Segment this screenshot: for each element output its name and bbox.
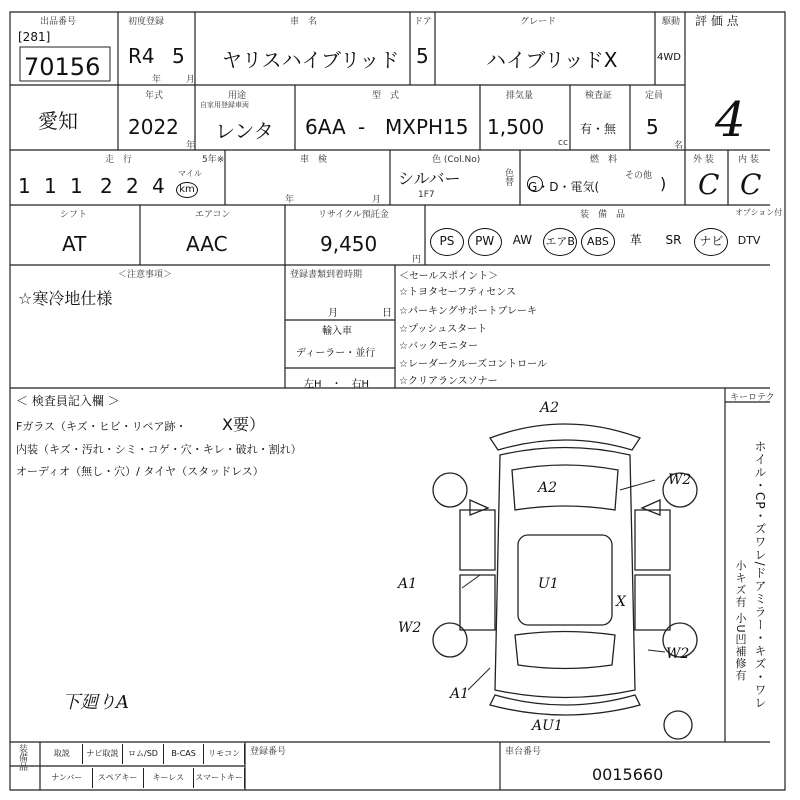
shift-label: シフト bbox=[60, 210, 88, 220]
sales-label: ＜セールスポイント＞ bbox=[399, 271, 499, 282]
mark-label: W2 bbox=[398, 620, 422, 636]
displacement: 1,500 bbox=[487, 115, 545, 139]
first-reg-year: R4 bbox=[128, 44, 155, 68]
grade: ハイブリッドX bbox=[486, 48, 618, 72]
equipment-item: PW bbox=[468, 228, 502, 256]
reg-month: 月 bbox=[328, 308, 338, 319]
ac-label: エアコン bbox=[195, 210, 231, 220]
mileage-unit: km bbox=[176, 182, 198, 198]
recycle: 9,450 bbox=[320, 232, 378, 256]
chassis-number: 0015660 bbox=[592, 765, 664, 784]
footer-item: B-CAS bbox=[164, 744, 205, 764]
sales-point: ☆バックモニター bbox=[399, 341, 478, 352]
region: 愛知 bbox=[38, 109, 78, 133]
interior-grade: C bbox=[740, 168, 762, 201]
sales-point: ☆レーダークルーズコントロール bbox=[399, 359, 547, 370]
lot-sub: [281] bbox=[18, 30, 51, 44]
year-unit: 年 bbox=[186, 141, 196, 151]
footer-item: キーレス bbox=[144, 768, 195, 788]
footer-item: スマートキー bbox=[194, 768, 245, 788]
notes-label: ＜注意事項＞ bbox=[118, 270, 173, 280]
first-reg-label: 初度登録 bbox=[128, 17, 165, 27]
exterior-grade: C bbox=[698, 168, 720, 201]
footer-items-row2 bbox=[42, 768, 245, 788]
equip-label: 装 備 品 bbox=[580, 210, 626, 220]
options-label: オプション付 bbox=[735, 208, 783, 217]
change-label: 5年※ bbox=[202, 155, 225, 165]
chassis-label: 車台番号 bbox=[505, 747, 542, 757]
usage-sub: 自家用登録車両 bbox=[200, 101, 249, 109]
mileage-d2: 1 bbox=[70, 174, 83, 198]
inspection-title: ＜ 検査員記入欄 ＞ bbox=[16, 394, 120, 408]
usage: レンタ bbox=[215, 119, 274, 143]
mark-label: U1 bbox=[538, 576, 559, 592]
import-label: 輸入車 bbox=[322, 326, 352, 337]
seats-unit: 名 bbox=[674, 141, 684, 151]
first-reg-month: 5 bbox=[172, 44, 185, 68]
footer-item: ナンバー bbox=[42, 768, 93, 788]
exterior-label: 外 装 bbox=[693, 155, 714, 165]
underbody-note: 下廻りA bbox=[62, 692, 129, 713]
repair-note: 小キズ有 小U凹補修有 bbox=[734, 560, 747, 682]
equipment-item: ナビ bbox=[694, 228, 728, 256]
dealer-parallel: ディーラー・並行 bbox=[296, 348, 376, 359]
mileage-unit-top: マイル bbox=[178, 169, 202, 178]
interior-label: 内 装 bbox=[738, 155, 759, 165]
fuel-label: 燃 料 bbox=[590, 155, 618, 165]
first-reg-unit: 年 bbox=[152, 75, 162, 85]
footer-item: 取説 bbox=[42, 744, 83, 764]
seats-label: 定員 bbox=[645, 91, 664, 101]
sales-point: ☆クリアランスソナー bbox=[399, 376, 498, 387]
drive-label: 駆動 bbox=[662, 17, 681, 27]
cc-label: 排気量 bbox=[506, 91, 534, 101]
mileage-label: 走 行 bbox=[105, 155, 133, 165]
drive: 4WD bbox=[657, 52, 681, 63]
equipment-item: AW bbox=[512, 233, 533, 247]
inspection: 有・無 bbox=[580, 122, 617, 136]
doors-label: ドア bbox=[414, 17, 432, 27]
mark-label: A1 bbox=[450, 686, 470, 702]
mark-label: A2 bbox=[540, 400, 560, 416]
inspection-label: 検査証 bbox=[585, 91, 613, 101]
equipment-item: PS bbox=[430, 228, 464, 256]
mark-label: A1 bbox=[398, 576, 418, 592]
reg-label: 車 検 bbox=[300, 155, 328, 165]
car-damage-diagram bbox=[398, 400, 710, 740]
footer-item: リモコン bbox=[204, 744, 245, 764]
model-label: 車 名 bbox=[290, 17, 318, 27]
windshield-line: Fガラス（キズ・ヒビ・リペア跡・ bbox=[16, 420, 187, 433]
footer-item: ロム/SD bbox=[123, 744, 164, 764]
fuel-circle bbox=[527, 176, 543, 192]
equipment-item: DTV bbox=[737, 234, 761, 247]
reg-no-label: 登録番号 bbox=[250, 747, 287, 757]
reg-month-unit: 月 bbox=[372, 195, 382, 205]
note-cold-spec: ☆寒冷地仕様 bbox=[18, 289, 113, 308]
keyless-label: キーロテク bbox=[730, 393, 775, 403]
grade-label: グレード bbox=[520, 17, 557, 27]
fuel: G・D・電気( bbox=[528, 180, 600, 194]
lot-label: 出品番号 bbox=[40, 17, 77, 27]
equipment-item: SR bbox=[665, 233, 682, 247]
reg-exp-label: 登録書類到着時期 bbox=[290, 270, 363, 280]
equipment-item: ABS bbox=[581, 228, 615, 256]
equipment-item: エアB bbox=[543, 228, 577, 256]
type-code: MXPH15 bbox=[385, 115, 469, 139]
audio-tire-line: オーディオ（無し・穴）/ タイヤ（スタッドレス） bbox=[16, 465, 264, 478]
color: シルバー bbox=[398, 169, 461, 188]
color-change: 色替 bbox=[503, 168, 513, 186]
cc-unit: cc bbox=[558, 138, 568, 148]
footer-item: ナビ取説 bbox=[83, 744, 124, 764]
wheel-note: ホイル・CP・ズワレ/ドアミラー・キズ・ワレ bbox=[753, 440, 767, 710]
year-label: 年式 bbox=[145, 91, 164, 101]
fuel-other: その他 bbox=[625, 171, 653, 181]
windshield-mark: X要） bbox=[222, 415, 265, 434]
mileage-d0: 1 bbox=[18, 174, 33, 198]
mileage-d1: 1 bbox=[44, 174, 57, 198]
usage-label: 用途 bbox=[228, 91, 247, 101]
fuel-close: ) bbox=[660, 174, 667, 193]
first-reg-unit2: 月 bbox=[186, 75, 196, 85]
handle-side: 左H ・ 右H bbox=[304, 379, 370, 390]
reg-year-unit: 年 bbox=[285, 195, 295, 205]
mileage-d5: 4 bbox=[152, 174, 165, 198]
sales-point: ☆プッシュスタート bbox=[399, 324, 488, 335]
color-label: 色 (Col.No) bbox=[432, 155, 481, 165]
seats: 5 bbox=[646, 115, 659, 139]
recycle-label: リサイクル預託金 bbox=[318, 210, 389, 220]
mileage-d3: 2 bbox=[100, 174, 113, 198]
ac: AAC bbox=[186, 232, 228, 256]
footer-items-row1 bbox=[42, 744, 245, 764]
shift: AT bbox=[62, 232, 87, 256]
type-dash: - bbox=[358, 115, 366, 139]
doors: 5 bbox=[416, 44, 429, 68]
score-label: 評 価 点 bbox=[695, 14, 739, 28]
footer-equip-label: 装備品 bbox=[17, 744, 27, 771]
equipment-row bbox=[428, 226, 768, 258]
mark-label: X bbox=[616, 594, 626, 610]
sales-point: ☆パーキングサポートブレーキ bbox=[399, 306, 537, 317]
type-prefix: 6AA bbox=[305, 115, 346, 139]
footer-item: スペアキー bbox=[93, 768, 144, 788]
reg-day: 日 bbox=[382, 308, 392, 319]
mark-label: W2 bbox=[666, 646, 690, 662]
color-code: 1F7 bbox=[418, 190, 435, 200]
interior-line: 内装（キズ・汚れ・シミ・コゲ・穴・キレ・破れ・割れ） bbox=[16, 443, 302, 456]
year: 2022 bbox=[128, 115, 179, 139]
sales-point: ☆トヨタセーフティセンス bbox=[399, 287, 516, 298]
score: 4 bbox=[715, 92, 746, 148]
type-label: 型 式 bbox=[372, 91, 400, 101]
recycle-unit: 円 bbox=[412, 255, 422, 265]
model-name: ヤリスハイブリッド bbox=[222, 48, 400, 72]
mark-label: W2 bbox=[668, 472, 692, 488]
mark-label: A2 bbox=[538, 480, 558, 496]
mileage-d4: 2 bbox=[126, 174, 139, 198]
equipment-item: 革 bbox=[629, 233, 642, 247]
mark-label: AU1 bbox=[532, 718, 563, 734]
lot-number: 70156 bbox=[24, 53, 101, 81]
